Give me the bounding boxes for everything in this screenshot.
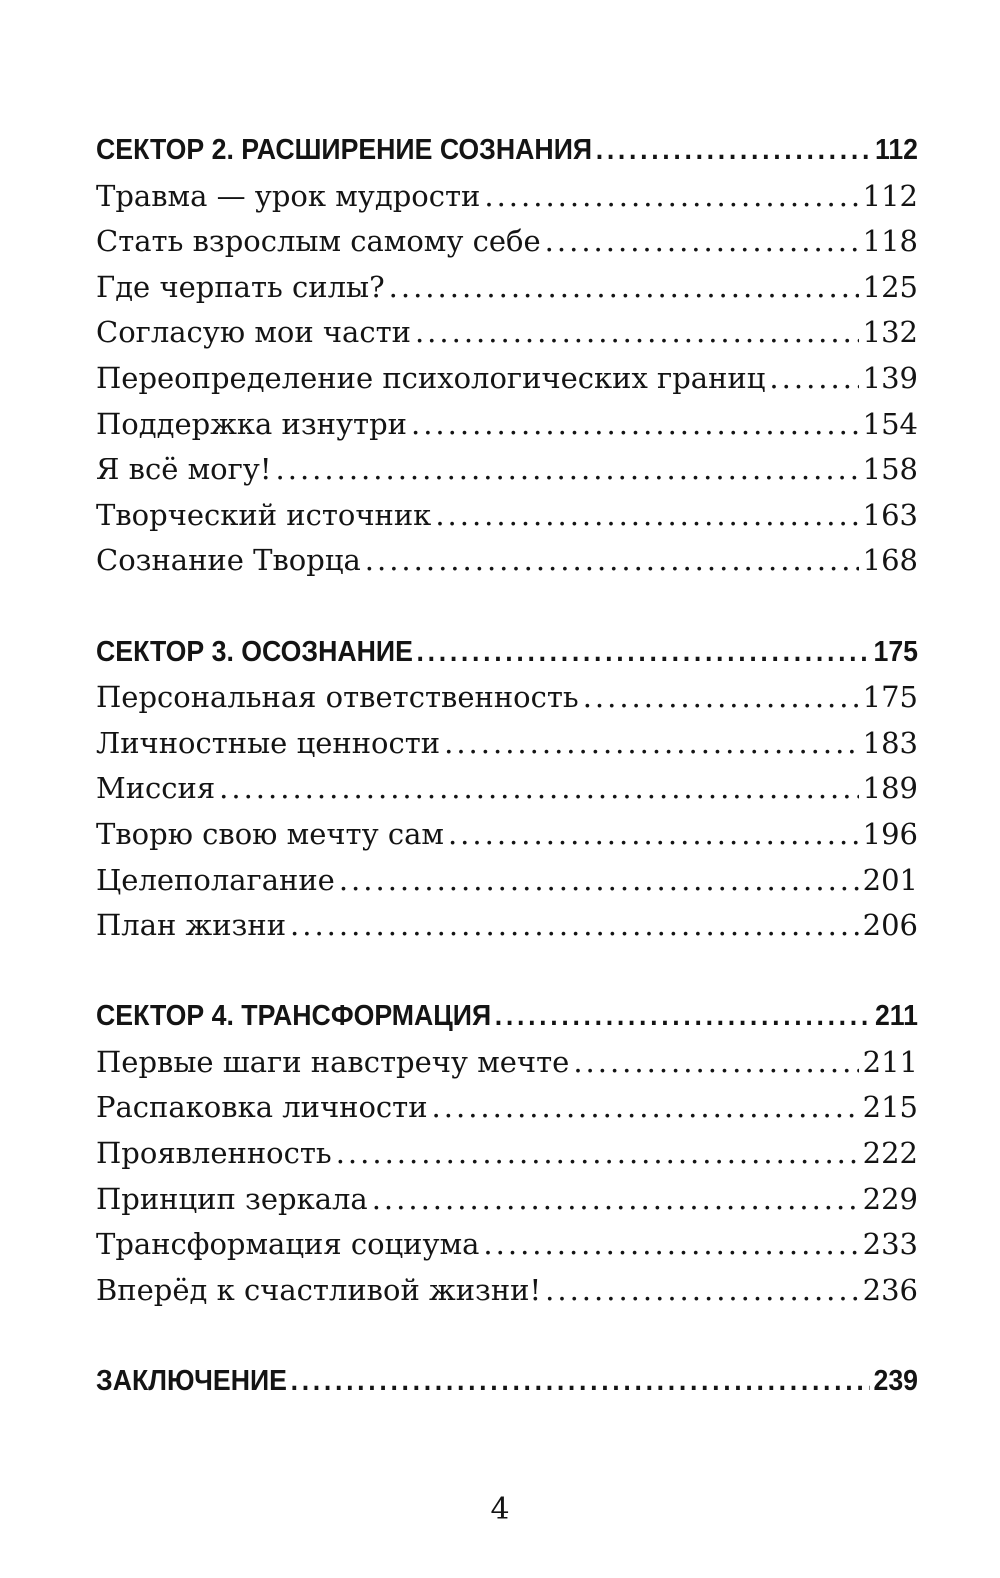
entry-title: Творю свою мечту сам [96, 816, 444, 851]
entry-title: Стать взрослым самому себе [96, 224, 541, 259]
entry-page: 118 [862, 224, 918, 259]
entry-title: Миссия [96, 771, 216, 806]
entry-title: Принцип зеркала [96, 1181, 368, 1216]
dot-leader [596, 128, 872, 174]
toc-entry[interactable] [96, 219, 918, 265]
dot-leader [484, 174, 858, 220]
section-page: 112 [874, 134, 919, 166]
conclusion-page: 239 [873, 1365, 919, 1398]
dot-leader [415, 310, 859, 356]
toc-conclusion-heading[interactable] [96, 1359, 918, 1405]
entry-page: 154 [862, 406, 918, 441]
dot-leader [769, 356, 858, 402]
toc-entry[interactable] [96, 356, 918, 402]
dot-leader [336, 1131, 859, 1177]
entry-page: 125 [862, 269, 918, 304]
entry-title: Сознание Творца [96, 543, 361, 578]
entry-page: 222 [862, 1136, 918, 1171]
toc-entry[interactable] [96, 766, 918, 812]
entry-page: 229 [862, 1181, 918, 1216]
entry-page: 175 [862, 680, 918, 715]
dot-leader [432, 1085, 859, 1131]
toc-entry[interactable] [96, 174, 918, 220]
entry-page: 236 [862, 1272, 918, 1307]
toc-entry[interactable] [96, 538, 918, 584]
entry-title: Распаковка личности [96, 1090, 428, 1125]
dot-leader [339, 858, 859, 904]
entry-page: 233 [862, 1227, 918, 1262]
entry-title: Где черпать силы? [96, 269, 385, 304]
conclusion-title: ЗАКЛЮЧЕНИЕ [96, 1365, 287, 1398]
entry-page: 189 [862, 771, 918, 806]
toc-entry[interactable] [96, 903, 918, 949]
section-title: СЕКТОР 3. ОСОЗНАНИЕ [96, 635, 413, 668]
section-title: СЕКТОР 2. РАСШИРЕНИЕ СОЗНАНИЯ [96, 134, 593, 166]
entry-page: 139 [862, 360, 918, 395]
table-of-contents [96, 128, 918, 1405]
section-spacer [96, 584, 918, 630]
dot-leader [435, 493, 858, 539]
dot-leader [545, 1268, 858, 1314]
entry-page: 158 [862, 452, 918, 487]
section-spacer [96, 1313, 918, 1359]
entry-title: Переопределение психологических границ [96, 360, 766, 395]
entry-title: Первые шаги навстречу мечте [96, 1044, 570, 1079]
toc-entry[interactable] [96, 1131, 918, 1177]
entry-title: Поддержка изнутри [96, 406, 407, 441]
entry-title: Проявленность [96, 1136, 332, 1171]
entry-title: Целеполагание [96, 862, 335, 897]
entry-title: Трансформация социума [96, 1227, 480, 1262]
dot-leader [389, 265, 859, 311]
toc-entry[interactable] [96, 721, 918, 767]
toc-entry[interactable] [96, 1268, 918, 1314]
entry-page: 168 [862, 543, 918, 578]
entry-page: 132 [862, 315, 918, 350]
toc-entry[interactable] [96, 1040, 918, 1086]
dot-leader [276, 447, 859, 493]
section-spacer [96, 949, 918, 995]
dot-leader [219, 766, 859, 812]
entry-title: План жизни [96, 908, 287, 943]
toc-section-heading[interactable] [96, 994, 918, 1040]
toc-entry[interactable] [96, 1177, 918, 1223]
entry-title: Травма — урок мудрости [96, 178, 481, 213]
dot-leader [444, 721, 859, 767]
dot-leader [545, 219, 859, 265]
toc-section-heading[interactable] [96, 128, 918, 174]
toc-entry[interactable] [96, 858, 918, 904]
dot-leader [448, 812, 859, 858]
entry-page: 196 [862, 816, 918, 851]
entry-title: Согласую мои части [96, 315, 411, 350]
entry-title: Я всё могу! [96, 452, 272, 487]
dot-leader [290, 903, 859, 949]
entry-page: 211 [862, 1044, 918, 1079]
dot-leader [411, 402, 859, 448]
entry-page: 163 [862, 497, 918, 532]
toc-entry[interactable] [96, 447, 918, 493]
dot-leader [372, 1177, 859, 1223]
dot-leader [495, 994, 871, 1040]
entry-page: 112 [862, 178, 918, 213]
toc-entry[interactable] [96, 265, 918, 311]
entry-page: 201 [862, 862, 918, 897]
dot-leader [417, 630, 870, 676]
entry-title: Персональная ответственность [96, 680, 579, 715]
dot-leader [573, 1040, 858, 1086]
entry-title: Вперёд к счастливой жизни! [96, 1272, 542, 1307]
entry-page: 183 [862, 725, 918, 760]
toc-entry[interactable] [96, 310, 918, 356]
toc-section-heading[interactable] [96, 630, 918, 676]
toc-entry[interactable] [96, 402, 918, 448]
entry-page: 206 [862, 908, 918, 943]
page-number: 4 [490, 1492, 510, 1527]
entry-title: Творческий источник [96, 497, 432, 532]
toc-entry[interactable] [96, 1222, 918, 1268]
section-page: 175 [873, 635, 919, 668]
dot-leader [365, 538, 859, 584]
entry-title: Личностные ценности [96, 725, 441, 760]
toc-entry[interactable] [96, 675, 918, 721]
toc-entry[interactable] [96, 812, 918, 858]
dot-leader [583, 675, 859, 721]
section-page: 211 [874, 1000, 919, 1033]
entry-page: 215 [862, 1090, 918, 1125]
dot-leader [291, 1359, 870, 1405]
dot-leader [483, 1222, 858, 1268]
toc-entry[interactable] [96, 493, 918, 539]
section-title: СЕКТОР 4. ТРАНСФОРМАЦИЯ [96, 1000, 492, 1033]
toc-entry[interactable] [96, 1085, 918, 1131]
